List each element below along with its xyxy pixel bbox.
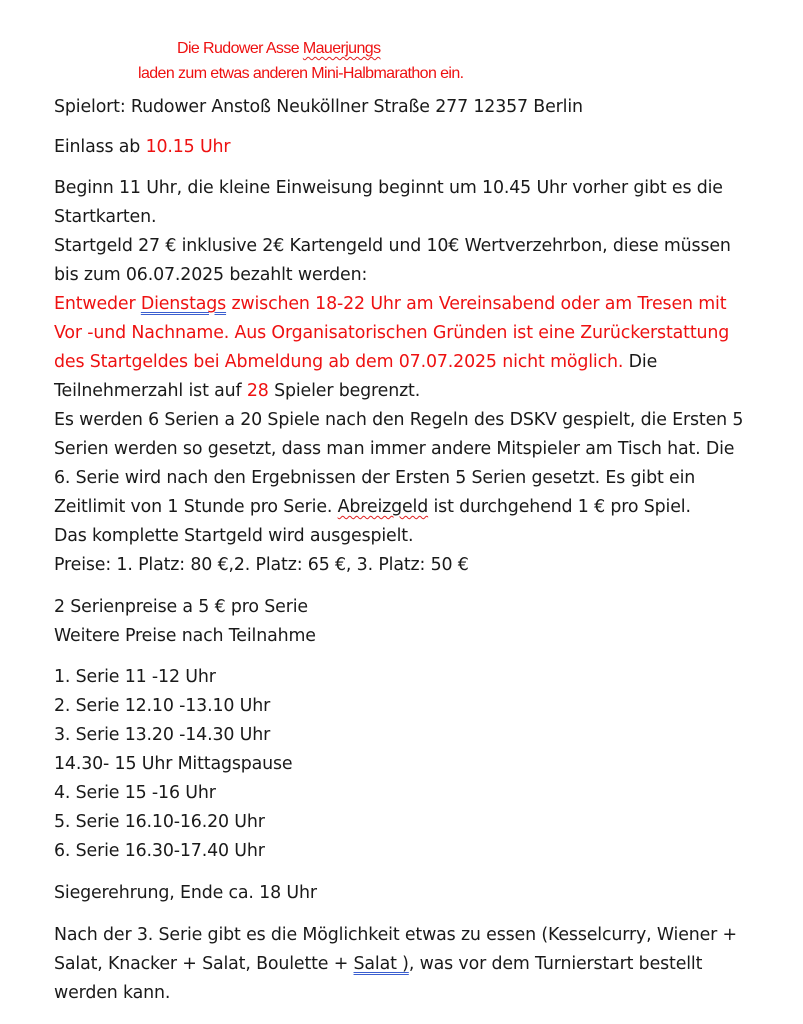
rules-line-4 xyxy=(54,493,691,522)
payment-line-2: Vor -und Nachname. Aus Organisatorischen Gründen ist eine Zurückerstattung xyxy=(54,323,730,343)
rules-line-4-post: ist durchgehend 1 € pro Spiel. xyxy=(428,497,691,517)
payment-line-4-post: Spieler begrenzt. xyxy=(268,381,421,401)
payment-line-1-pre: Entweder xyxy=(54,294,141,314)
start-line-3: Startgeld 27 € inklusive 2€ Kartengeld und 10€ Wertverzehrbon, diese müssen xyxy=(54,236,731,256)
payment-line-3-black: Die xyxy=(623,352,658,372)
rules-line-3: 6. Serie wird nach den Ergebnissen der Ersten 5 Serien gesetzt. Es gibt ein xyxy=(54,468,696,488)
rules-line-1: Es werden 6 Serien a 20 Spiele nach den Regeln des DSKV gespielt, die Ersten 5 xyxy=(54,410,744,430)
payment-line-4-pre: Teilnehmerzahl ist auf xyxy=(54,381,247,401)
schedule-item: 2. Serie 12.10 -13.10 Uhr xyxy=(54,696,271,716)
payment-line-1 xyxy=(54,290,726,319)
entry-time: 10.15 Uhr xyxy=(145,137,231,157)
food-line-2-post: , was vor dem Turnierstart bestellt xyxy=(408,954,703,974)
payment-line-1-post: zwischen 18-22 Uhr am Vereinsabend oder am Tresen mit xyxy=(226,294,727,314)
heading-line-1-text: Die Rudower Asse xyxy=(177,40,303,57)
payment-line-3-red: des Startgeldes bei Abmeldung ab dem 07.07.2025 nicht möglich. xyxy=(54,352,624,372)
schedule-item: 4. Serie 15 -16 Uhr xyxy=(54,783,216,803)
payment-line-3 xyxy=(54,348,657,377)
entry-line xyxy=(54,133,230,162)
schedule-item: 6. Serie 16.30-17.40 Uhr xyxy=(54,841,265,861)
heading-line-2: laden zum etwas anderen Mini-Halbmarathon ein. xyxy=(138,65,464,82)
start-line-2: Startkarten. xyxy=(54,207,157,227)
schedule-item: 14.30- 15 Uhr Mittagspause xyxy=(54,754,293,774)
rules-misspelled-word: Abreizgeld xyxy=(337,497,429,517)
player-limit-number: 28 xyxy=(246,381,269,401)
food-underlined-word: Salat ) xyxy=(353,954,409,974)
ceremony-line: Siegerehrung, Ende ca. 18 Uhr xyxy=(54,883,317,903)
start-line-4: bis zum 06.07.2025 bezahlt werden: xyxy=(54,265,368,285)
food-line-2-pre: Salat, Knacker + Salat, Boulette + xyxy=(54,954,354,974)
start-line-1: Beginn 11 Uhr, die kleine Einweisung beginnt um 10.45 Uhr vorher gibt es die xyxy=(54,178,723,198)
rules-line-5: Das komplette Startgeld wird ausgespielt. xyxy=(54,526,414,546)
rules-line-2: Serien werden so gesetzt, dass man immer andere Mitspieler am Tisch hat. Die xyxy=(54,439,735,459)
schedule-item: 3. Serie 13.20 -14.30 Uhr xyxy=(54,725,271,745)
venue-line: Spielort: Rudower Anstoß Neuköllner Straße 277 12357 Berlin xyxy=(54,97,583,117)
schedule-item: 5. Serie 16.10-16.20 Uhr xyxy=(54,812,265,832)
further-prizes-line: Weitere Preise nach Teilnahme xyxy=(54,626,316,646)
series-prizes-line: 2 Serienpreise a 5 € pro Serie xyxy=(54,597,308,617)
schedule-item: 1. Serie 11 -12 Uhr xyxy=(54,667,216,687)
food-line-2 xyxy=(54,950,702,979)
heading-misspelled-word: Mauerjungs xyxy=(302,40,381,57)
food-line-1: Nach der 3. Serie gibt es die Möglichkeit etwas zu essen (Kesselcurry, Wiener + xyxy=(54,925,737,945)
entry-label: Einlass ab xyxy=(54,137,146,157)
food-line-3: werden kann. xyxy=(54,983,171,1003)
prizes-line: Preise: 1. Platz: 80 €,2. Platz: 65 €, 3. Platz: 50 € xyxy=(54,555,469,575)
payment-line-4 xyxy=(54,377,420,406)
payment-underlined-word: Dienstags xyxy=(140,294,227,314)
rules-line-4-pre: Zeitlimit von 1 Stunde pro Serie. xyxy=(54,497,338,517)
heading-line-1 xyxy=(177,40,380,58)
